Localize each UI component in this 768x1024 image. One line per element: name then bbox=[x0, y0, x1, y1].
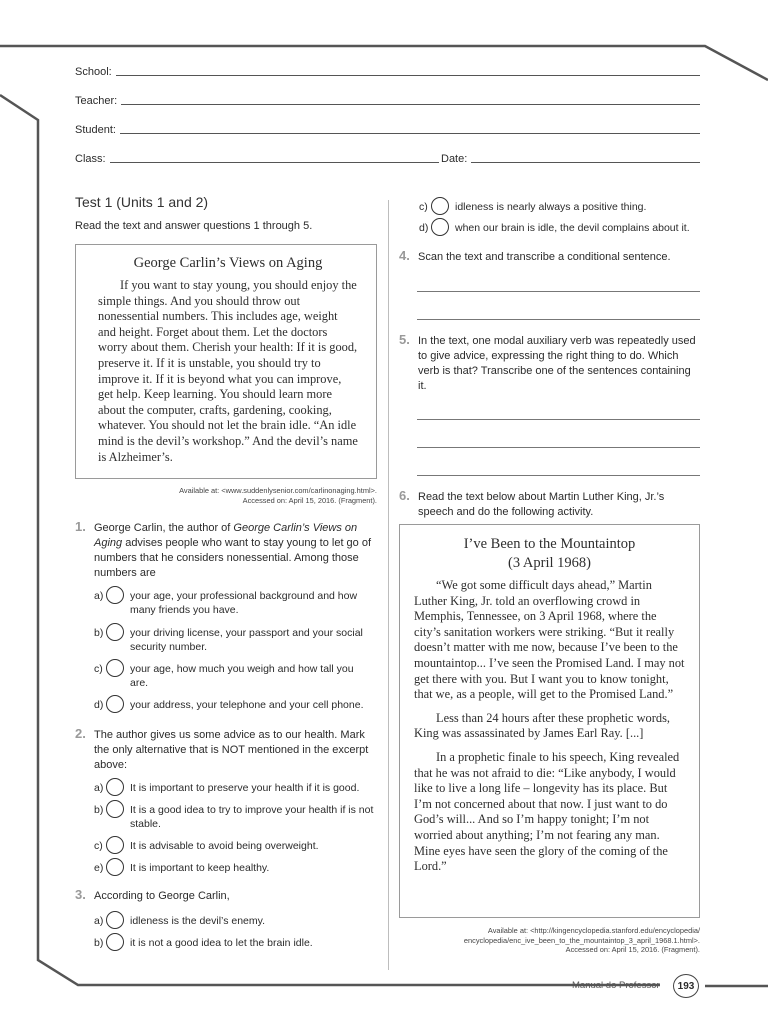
q2-number: 2. bbox=[75, 726, 86, 741]
q1-number: 1. bbox=[75, 519, 86, 534]
option-label: a) bbox=[94, 915, 104, 927]
answer-circle[interactable] bbox=[106, 858, 124, 876]
carlin-source-line1: Available at: <www.suddenlysenior.com/carlinonaging.html>. bbox=[179, 486, 377, 495]
q1-text bbox=[94, 521, 380, 581]
q1-text-b: advises people who want to stay young to let go of numbers that he considers nonessential. Among those numbers are bbox=[94, 537, 372, 579]
footer-label: Manual do Professor bbox=[572, 980, 660, 991]
option-text: your address, your telephone and your cell phone. bbox=[130, 699, 364, 711]
mlk-text-para3: In a prophetic finale to his speech, King revealed that he was not afraid to die: “Like anybody, I would like to live a long life – longevity has its place. But I’m not concerned about that now. I just want to do God’s will... And so I’m happy tonight; I’m not worried about anything; I’m not fearing any man. Mine eyes have seen the glory of the coming of the Lord.” bbox=[414, 749, 680, 874]
q4-number: 4. bbox=[399, 248, 410, 263]
q6-text: Read the text below about Martin Luther King, Jr.’s speech and do the following activity. bbox=[418, 491, 665, 518]
class-label: Class: bbox=[75, 153, 106, 165]
answer-circle[interactable] bbox=[106, 623, 124, 641]
answer-circle[interactable] bbox=[431, 197, 449, 215]
q5-answer-line[interactable] bbox=[417, 475, 700, 476]
answer-circle[interactable] bbox=[106, 586, 124, 604]
option-text: It is important to preserve your health if it is good. bbox=[130, 782, 360, 794]
option-text: it is not a good idea to let the brain idle. bbox=[130, 937, 313, 949]
answer-circle[interactable] bbox=[106, 659, 124, 677]
q1-text-a: George Carlin, the author of bbox=[94, 522, 234, 534]
answer-circle[interactable] bbox=[106, 933, 124, 951]
q5-number: 5. bbox=[399, 332, 410, 347]
teacher-label: Teacher: bbox=[75, 95, 118, 107]
q5-answer-line[interactable] bbox=[417, 447, 700, 448]
option-label: d) bbox=[419, 222, 429, 234]
option-label: b) bbox=[94, 804, 104, 816]
answer-circle[interactable] bbox=[106, 911, 124, 929]
answer-circle[interactable] bbox=[106, 836, 124, 854]
option-text: your driving license, your passport and your social security number. bbox=[130, 627, 363, 653]
q5-answer-line[interactable] bbox=[417, 419, 700, 420]
carlin-source bbox=[75, 486, 377, 505]
date-field[interactable] bbox=[441, 153, 700, 165]
q5-text: In the text, one modal auxiliary verb was repeatedly used to give advice, expressing the right thing to do. Which verb is that? Transcribe one of the sentences containing it. bbox=[418, 335, 696, 392]
date-label: Date: bbox=[441, 153, 468, 165]
q4-text: Scan the text and transcribe a conditional sentence. bbox=[418, 251, 671, 263]
answer-circle[interactable] bbox=[106, 800, 124, 818]
carlin-text-body: If you want to stay young, you should enjoy the simple things. And you should throw out nonessential numbers. This includes age, weight and height. Forget about them. Let the doctors worry about them. Cherish your health: If it is good, preserve it. If it is unstable, you should try to improve it. If it is beyond what you can improve, get help. Keep learning. You should learn more about the computer, crafts, gardening, cooking, whatever. You should not let the brain idle. “An idle mind is the devil’s workshop.” And the devil’s name is Alzheimer’s. bbox=[98, 278, 358, 464]
q6-number: 6. bbox=[399, 488, 410, 503]
mlk-source-line1: Available at: <http://kingencyclopedia.stanford.edu/encyclopedia/ bbox=[487, 926, 700, 935]
option-label: d) bbox=[94, 699, 104, 711]
q4-answer-line[interactable] bbox=[417, 319, 700, 320]
q3-number: 3. bbox=[75, 887, 86, 902]
mlk-text-para1: “We got some difficult days ahead,” Martin Luther King, Jr. told an overflowing crowd in Memphis, Tennessee, on 3 April 1968, where the city’s sanitation workers were striking. “But it really doesn’t matter with me now, because I’ve been to the mountaintop... I’ve seen the Promised Land. I may not get there with you. But I want you to know tonight, that we, as a people, will get to the Promised Land.” bbox=[414, 578, 685, 702]
school-field[interactable] bbox=[75, 66, 700, 78]
answer-circle[interactable] bbox=[106, 778, 124, 796]
option-label: a) bbox=[94, 782, 104, 794]
option-text: It is advisable to avoid being overweight. bbox=[130, 840, 319, 852]
q4-answer-line[interactable] bbox=[417, 291, 700, 292]
mlk-text-date: (3 April 1968) bbox=[508, 555, 591, 571]
mlk-text-para2: Less than 24 hours after these prophetic words, King was assassinated by James Earl Ray. [...] bbox=[414, 710, 670, 741]
test-title: Test 1 (Units 1 and 2) bbox=[75, 194, 209, 210]
answer-circle[interactable] bbox=[431, 218, 449, 236]
option-label: c) bbox=[94, 663, 103, 675]
student-field[interactable] bbox=[75, 124, 700, 136]
option-text: when our brain is idle, the devil complains about it. bbox=[455, 222, 690, 234]
answer-circle[interactable] bbox=[106, 695, 124, 713]
teacher-field[interactable] bbox=[75, 95, 700, 107]
school-label: School: bbox=[75, 66, 112, 78]
option-label: b) bbox=[94, 937, 104, 949]
mlk-source-line3: Accessed on: April 15, 2016. (Fragment). bbox=[565, 945, 700, 954]
option-text: idleness is the devil’s enemy. bbox=[130, 915, 266, 927]
option-label: b) bbox=[94, 627, 104, 639]
option-text: idleness is nearly always a positive thing. bbox=[455, 201, 647, 213]
option-text: It is important to keep healthy. bbox=[130, 862, 270, 874]
option-label: e) bbox=[94, 862, 104, 874]
option-label: c) bbox=[94, 840, 103, 852]
page-number: 193 bbox=[673, 974, 699, 998]
carlin-text-title: George Carlin’s Views on Aging bbox=[133, 255, 323, 271]
option-text: It is a good idea to try to improve your health if is not stable. bbox=[130, 804, 374, 830]
student-label: Student: bbox=[75, 124, 116, 136]
carlin-text-box bbox=[75, 244, 377, 479]
q3-text: According to George Carlin, bbox=[94, 890, 230, 902]
mlk-text-box bbox=[399, 524, 700, 918]
column-divider bbox=[388, 200, 389, 970]
option-label: c) bbox=[419, 201, 428, 213]
carlin-source-line2: Accessed on: April 15, 2016. (Fragment). bbox=[242, 495, 377, 505]
mlk-source-line2: encyclopedia/enc_ive_been_to_the_mountaintop_3_april_1968.1.html>. bbox=[463, 935, 700, 945]
option-text: your age, your professional background and how many friends you have. bbox=[130, 590, 358, 616]
option-label: a) bbox=[94, 590, 104, 602]
q2-text: The author gives us some advice as to our health. Mark the only alternative that is NOT mentioned in the excerpt above: bbox=[94, 729, 369, 771]
test-intro: Read the text and answer questions 1 through 5. bbox=[75, 220, 313, 232]
q1-text-italic: George Carlin’s Views on Aging bbox=[94, 522, 358, 549]
class-field[interactable] bbox=[75, 153, 439, 165]
mlk-source bbox=[399, 926, 700, 955]
option-text: your age, how much you weigh and how tall you are. bbox=[130, 663, 354, 689]
mlk-text-title: I’ve Been to the Mountaintop bbox=[463, 536, 636, 552]
